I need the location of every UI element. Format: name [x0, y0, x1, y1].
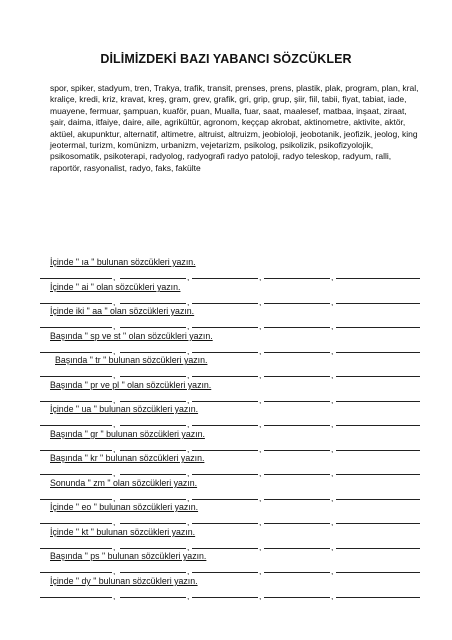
answer-blank[interactable]	[40, 548, 112, 549]
blank-separator: ,	[187, 297, 190, 307]
blank-separator: ,	[113, 395, 116, 405]
task-prompt: Başında " pr ve pl " olan sözcükleri yazın.	[50, 380, 212, 390]
answer-blank[interactable]	[264, 401, 330, 402]
blank-separator: ,	[113, 321, 116, 331]
answer-blank[interactable]	[336, 303, 420, 304]
blank-separator: ,	[331, 542, 334, 552]
answer-blanks	[40, 590, 420, 601]
blank-separator: ,	[259, 346, 262, 356]
blank-separator: ,	[113, 517, 116, 527]
answer-blanks	[40, 467, 420, 478]
answer-blank[interactable]	[336, 474, 420, 475]
answer-blank[interactable]	[40, 450, 112, 451]
blank-separator: ,	[259, 395, 262, 405]
blank-separator: ,	[113, 272, 116, 282]
answer-blank[interactable]	[264, 523, 330, 524]
answer-blank[interactable]	[120, 376, 186, 377]
blank-separator: ,	[259, 321, 262, 331]
answer-blank[interactable]	[264, 548, 330, 549]
task-item	[0, 576, 452, 600]
answer-blank[interactable]	[192, 548, 258, 549]
task-item	[0, 282, 452, 306]
task-item	[0, 404, 452, 428]
task-item	[0, 306, 452, 330]
blank-separator: ,	[331, 493, 334, 503]
answer-blank[interactable]	[336, 499, 420, 500]
answer-blank[interactable]	[264, 278, 330, 279]
blank-separator: ,	[113, 566, 116, 576]
answer-blank[interactable]	[264, 376, 330, 377]
blank-separator: ,	[187, 517, 190, 527]
blank-separator: ,	[331, 272, 334, 282]
blank-separator: ,	[113, 419, 116, 429]
blank-separator: ,	[187, 419, 190, 429]
answer-blanks	[40, 394, 420, 405]
blank-separator: ,	[259, 297, 262, 307]
answer-blank[interactable]	[192, 327, 258, 328]
answer-blank[interactable]	[192, 450, 258, 451]
blank-separator: ,	[259, 272, 262, 282]
answer-blanks	[40, 369, 420, 380]
task-item	[0, 429, 452, 453]
task-item	[0, 355, 452, 379]
blank-separator: ,	[187, 566, 190, 576]
answer-blank[interactable]	[120, 278, 186, 279]
task-prompt: İçinde " eo " bulunan sözcükleri yazın.	[50, 502, 199, 512]
blank-separator: ,	[113, 591, 116, 601]
task-prompt: İçinde " ai " olan sözcükleri yazın.	[50, 282, 181, 292]
blank-separator: ,	[113, 370, 116, 380]
answer-blank[interactable]	[192, 376, 258, 377]
answer-blank[interactable]	[40, 499, 112, 500]
answer-blank[interactable]	[40, 352, 112, 353]
blank-separator: ,	[187, 444, 190, 454]
blank-separator: ,	[259, 591, 262, 601]
blank-separator: ,	[113, 493, 116, 503]
answer-blanks	[40, 516, 420, 527]
answer-blank[interactable]	[192, 499, 258, 500]
answer-blank[interactable]	[264, 597, 330, 598]
answer-blank[interactable]	[192, 352, 258, 353]
answer-blank[interactable]	[336, 327, 420, 328]
blank-separator: ,	[187, 370, 190, 380]
task-item	[0, 551, 452, 575]
answer-blank[interactable]	[192, 523, 258, 524]
answer-blank[interactable]	[192, 572, 258, 573]
blank-separator: ,	[113, 346, 116, 356]
task-prompt: İçinde " ıa " bulunan sözcükleri yazın.	[50, 257, 196, 267]
answer-blank[interactable]	[120, 425, 186, 426]
answer-blank[interactable]	[336, 597, 420, 598]
blank-separator: ,	[259, 419, 262, 429]
answer-blank[interactable]	[40, 523, 112, 524]
answer-blank[interactable]	[192, 278, 258, 279]
answer-blank[interactable]	[40, 474, 112, 475]
answer-blank[interactable]	[40, 572, 112, 573]
answer-blank[interactable]	[120, 474, 186, 475]
blank-separator: ,	[113, 297, 116, 307]
blank-separator: ,	[187, 542, 190, 552]
task-item	[0, 257, 452, 281]
task-prompt: Başında " ps " bulunan sözcükleri yazın.	[50, 551, 207, 561]
task-prompt: Başında " sp ve st " olan sözcükleri yazın.	[50, 331, 213, 341]
answer-blank[interactable]	[264, 572, 330, 573]
blank-separator: ,	[259, 517, 262, 527]
answer-blanks	[40, 296, 420, 307]
blank-separator: ,	[113, 444, 116, 454]
answer-blanks	[40, 565, 420, 576]
task-item	[0, 380, 452, 404]
answer-blank[interactable]	[120, 401, 186, 402]
blank-separator: ,	[331, 297, 334, 307]
blank-separator: ,	[187, 591, 190, 601]
answer-blank[interactable]	[264, 450, 330, 451]
blank-separator: ,	[331, 346, 334, 356]
blank-separator: ,	[187, 272, 190, 282]
answer-blank[interactable]	[264, 425, 330, 426]
blank-separator: ,	[187, 321, 190, 331]
task-prompt: Sonunda " zm " olan sözcükleri yazın.	[50, 478, 198, 488]
blank-separator: ,	[331, 517, 334, 527]
answer-blank[interactable]	[264, 352, 330, 353]
blank-separator: ,	[259, 542, 262, 552]
blank-separator: ,	[331, 444, 334, 454]
blank-separator: ,	[113, 468, 116, 478]
blank-separator: ,	[331, 468, 334, 478]
answer-blank[interactable]	[192, 425, 258, 426]
answer-blank[interactable]	[336, 425, 420, 426]
answer-blank[interactable]	[120, 597, 186, 598]
answer-blank[interactable]	[264, 499, 330, 500]
blank-separator: ,	[187, 493, 190, 503]
answer-blank[interactable]	[40, 327, 112, 328]
answer-blank[interactable]	[192, 401, 258, 402]
task-prompt: İçinde iki " aa " olan sözcükleri yazın.	[50, 306, 195, 316]
answer-blank[interactable]	[336, 548, 420, 549]
answer-blank[interactable]	[40, 597, 112, 598]
answer-blank[interactable]	[336, 523, 420, 524]
answer-blank[interactable]	[192, 303, 258, 304]
word-list: spor, spiker, stadyum, tren, Trakya, trafik, transit, prenses, prens, plastik, plak, program, plan, kral, kraliçe, kredi, kriz, kravat, kreş, gram, grev, grafik, gri, grip, grup, şiir, fiil, tabii, fiyat, tabiat, iade, muayene, fermuar, şampuan, kuaför, puan, Mualla, fuar, saat, maalesef, matbaa, inşaat, ziraat, şair, daima, itfaiye, daire, aile, agrikültür, agronom, keççap akrobat, aktinometre, aktivite, aktör, aktüel, akupunktur, alternatif, altimetre, altruist, altruizm, jeobioloji, jeobotanik, jeofizik, jeolog, king jeotermal, turizm, komünizm, urbanizm, vejetarizm, psikolog, psikolizik, psikofizyolojik, psikosomatik, psikoterapi, radyolog, radyografi radyo patoloji, radyo teleskop, radyum, ralli, raportör, rasyonalist, radyo, faks, fakülte	[50, 83, 419, 173]
answer-blank[interactable]	[264, 474, 330, 475]
answer-blank[interactable]	[40, 401, 112, 402]
blank-separator: ,	[331, 591, 334, 601]
answer-blank[interactable]	[40, 278, 112, 279]
task-prompt: Başında " gr " bulunan sözcükleri yazın.	[50, 429, 205, 439]
answer-blanks	[40, 320, 420, 331]
answer-blanks	[40, 492, 420, 503]
task-item	[0, 331, 452, 355]
answer-blank[interactable]	[264, 327, 330, 328]
task-prompt: İçinde " ua " bulunan sözcükleri yazın.	[50, 404, 199, 414]
answer-blank[interactable]	[336, 450, 420, 451]
blank-separator: ,	[331, 321, 334, 331]
answer-blank[interactable]	[336, 352, 420, 353]
answer-blank[interactable]	[120, 352, 186, 353]
answer-blanks	[40, 345, 420, 356]
answer-blank[interactable]	[120, 450, 186, 451]
task-prompt: Başında " kr " bulunan sözcükleri yazın.	[50, 453, 205, 463]
answer-blanks	[40, 418, 420, 429]
blank-separator: ,	[259, 444, 262, 454]
answer-blank[interactable]	[40, 376, 112, 377]
blank-separator: ,	[259, 493, 262, 503]
answer-blank[interactable]	[336, 401, 420, 402]
blank-separator: ,	[259, 370, 262, 380]
task-item	[0, 502, 452, 526]
answer-blank[interactable]	[192, 474, 258, 475]
answer-blanks	[40, 541, 420, 552]
answer-blank[interactable]	[264, 303, 330, 304]
worksheet-title: DİLİMİZDEKİ BAZI YABANCI SÖZCÜKLER	[100, 52, 352, 66]
answer-blank[interactable]	[336, 278, 420, 279]
answer-blank[interactable]	[192, 597, 258, 598]
answer-blank[interactable]	[40, 425, 112, 426]
answer-blank[interactable]	[120, 303, 186, 304]
answer-blanks	[40, 443, 420, 454]
answer-blank[interactable]	[40, 303, 112, 304]
blank-separator: ,	[187, 346, 190, 356]
task-item	[0, 478, 452, 502]
task-prompt: İçinde " kt " bulunan sözcükleri yazın.	[50, 527, 196, 537]
task-prompt: Başında " tr " bulunan sözcükleri yazın.	[55, 355, 208, 365]
blank-separator: ,	[113, 542, 116, 552]
answer-blank[interactable]	[336, 376, 420, 377]
answer-blank[interactable]	[120, 523, 186, 524]
answer-blank[interactable]	[120, 327, 186, 328]
answer-blank[interactable]	[336, 572, 420, 573]
answer-blank[interactable]	[120, 548, 186, 549]
task-item	[0, 527, 452, 551]
task-prompt: İçinde " dy " bulunan sözcükleri yazın.	[50, 576, 198, 586]
blank-separator: ,	[331, 566, 334, 576]
task-item	[0, 453, 452, 477]
blank-separator: ,	[187, 395, 190, 405]
blank-separator: ,	[187, 468, 190, 478]
blank-separator: ,	[331, 419, 334, 429]
blank-separator: ,	[259, 468, 262, 478]
blank-separator: ,	[331, 395, 334, 405]
blank-separator: ,	[331, 370, 334, 380]
answer-blank[interactable]	[120, 499, 186, 500]
answer-blanks	[40, 271, 420, 282]
answer-blank[interactable]	[120, 572, 186, 573]
blank-separator: ,	[259, 566, 262, 576]
